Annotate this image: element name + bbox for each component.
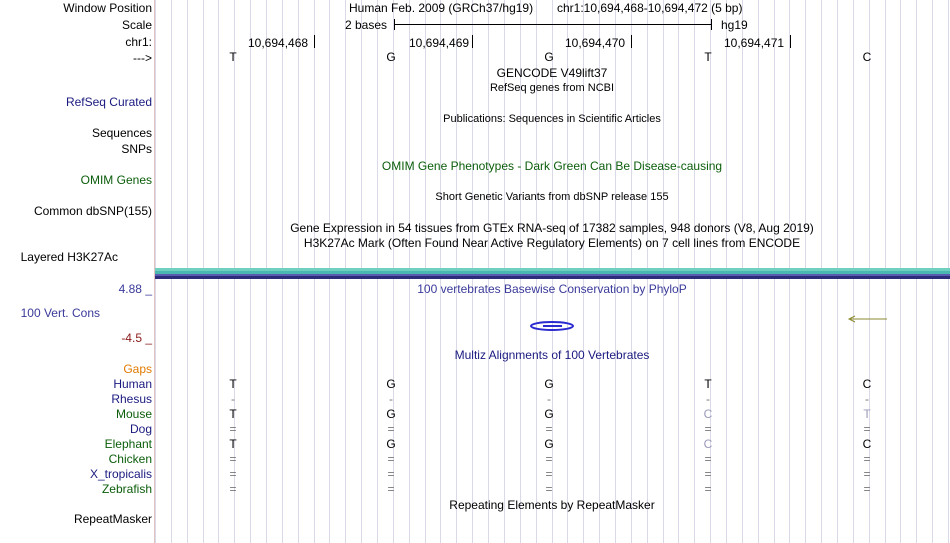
track-label-layered-h3k27ac[interactable]: Layered H3K27Ac xyxy=(20,250,118,264)
species-label-xtropicalis[interactable]: X_tropicalis xyxy=(89,467,152,481)
alignment-base-chicken: = xyxy=(229,452,237,466)
alignment-base-mouse: T xyxy=(229,407,237,421)
coord-label: 10,694,468 xyxy=(248,36,309,50)
alignment-base-human: T xyxy=(704,377,712,391)
alignment-base-chicken: = xyxy=(387,452,395,466)
alignment-base-xtrop: = xyxy=(863,467,871,481)
alignment-base-dog: = xyxy=(545,422,553,436)
h3k27ac-signal-bar xyxy=(155,276,950,279)
species-label-zebrafish[interactable]: Zebrafish xyxy=(101,482,152,496)
alignment-base-xtrop: = xyxy=(229,467,237,481)
track-title-repeatmasker: Repeating Elements by RepeatMasker xyxy=(449,498,655,512)
sequence-base: G xyxy=(386,50,396,64)
alignment-base-zebrafish: = xyxy=(704,482,712,496)
assembly-title: Human Feb. 2009 (GRCh37/hg19) xyxy=(349,1,534,15)
sequence-base: T xyxy=(704,50,712,64)
alignment-base-dog: = xyxy=(704,422,712,436)
alignment-base-zebrafish: = xyxy=(545,482,553,496)
coord-tick xyxy=(314,35,315,48)
alignment-base-zebrafish: = xyxy=(387,482,395,496)
alignment-base-mouse: G xyxy=(386,407,396,421)
alignment-base-mouse: G xyxy=(544,407,554,421)
coord-label: 10,694,470 xyxy=(565,36,626,50)
track-label-cons[interactable]: 100 Vert. Cons xyxy=(20,306,100,320)
sequence-base: G xyxy=(544,50,554,64)
species-label-mouse[interactable]: Mouse xyxy=(115,407,152,421)
alignment-base-human: C xyxy=(862,377,872,391)
alignment-base-elephant: G xyxy=(544,437,554,451)
track-title-h3k27ac: H3K27Ac Mark (Often Found Near Active Regulatory Elements) on 7 cell lines from ENCODE xyxy=(303,236,801,250)
track-title-omim-phenotypes: OMIM Gene Phenotypes - Dark Green Can Be Disease-causing xyxy=(381,159,723,173)
scale-bar-left-cap xyxy=(394,19,395,30)
track-title-phylop: 100 vertebrates Basewise Conservation by PhyloP xyxy=(417,282,687,296)
track-labels-panel xyxy=(0,0,154,543)
alignment-base-xtrop: = xyxy=(704,467,712,481)
scale-db: hg19 xyxy=(721,18,748,32)
track-title-short-variants: Short Genetic Variants from dbSNP release 155 xyxy=(435,191,669,203)
alignment-base-xtrop: = xyxy=(545,467,553,481)
position-readout: chr1:10,694,468-10,694,472 (5 bp) xyxy=(557,1,743,15)
chr-label: chr1: xyxy=(125,35,152,49)
coord-label: 10,694,471 xyxy=(724,36,785,50)
track-title-gtex: Gene Expression in 54 tissues from GTEx RNA-seq of 17382 samples, 948 donors (V8, Aug 2019) xyxy=(290,221,814,235)
alignment-base-mouse: T xyxy=(863,407,871,421)
alignment-base-chicken: = xyxy=(704,452,712,466)
alignment-base-elephant: G xyxy=(386,437,396,451)
phylop-arrow-glyph xyxy=(847,315,889,323)
scale-label: Scale xyxy=(121,18,152,32)
species-label-elephant[interactable]: Elephant xyxy=(104,437,152,451)
coord-tick xyxy=(631,35,632,48)
scale-bar-text: 2 bases xyxy=(345,18,388,32)
species-label-chicken[interactable]: Chicken xyxy=(108,452,152,466)
track-label-omim[interactable]: OMIM Genes xyxy=(80,173,152,187)
coord-tick xyxy=(472,35,473,48)
track-label-repeatmasker[interactable]: RepeatMasker xyxy=(73,512,152,526)
alignment-base-human: T xyxy=(229,377,237,391)
alignment-base-elephant: C xyxy=(862,437,872,451)
coord-tick xyxy=(790,35,791,48)
alignment-base-dog: = xyxy=(863,422,871,436)
alignment-base-human: G xyxy=(386,377,396,391)
species-label-human[interactable]: Human xyxy=(113,377,152,391)
track-label-snps[interactable]: SNPs xyxy=(121,142,152,156)
alignment-base-zebrafish: = xyxy=(229,482,237,496)
alignment-base-chicken: = xyxy=(863,452,871,466)
cons-max-label: 4.88 _ xyxy=(118,282,152,296)
track-title-multiz: Multiz Alignments of 100 Vertebrates xyxy=(454,348,650,362)
phylop-base-glyph xyxy=(529,320,575,332)
alignment-base-rhesus: - xyxy=(865,392,869,406)
coord-label: 10,694,469 xyxy=(409,36,470,50)
alignment-base-rhesus: - xyxy=(231,392,235,406)
alignment-base-xtrop: = xyxy=(387,467,395,481)
alignment-base-rhesus: - xyxy=(547,392,551,406)
cons-min-label: -4.5 _ xyxy=(121,331,152,345)
alignment-base-dog: = xyxy=(387,422,395,436)
track-title-refseq: RefSeq genes from NCBI xyxy=(489,82,615,94)
track-label-sequences[interactable]: Sequences xyxy=(91,126,152,140)
alignment-base-elephant: C xyxy=(703,437,713,451)
scale-bar xyxy=(395,24,712,25)
alignment-base-elephant: T xyxy=(229,437,237,451)
species-label-dog[interactable]: Dog xyxy=(129,422,152,436)
alignment-base-human: G xyxy=(544,377,554,391)
window-position-label: Window Position xyxy=(63,1,152,15)
track-title-publications: Publications: Sequences in Scientific Articles xyxy=(443,113,661,125)
genome-browser-image[interactable] xyxy=(155,0,950,543)
alignment-base-rhesus: - xyxy=(389,392,393,406)
track-label-gaps[interactable]: Gaps xyxy=(123,362,152,376)
alignment-base-mouse: C xyxy=(703,407,713,421)
track-title-gencode: GENCODE V49lift37 xyxy=(496,66,608,80)
track-label-refseq[interactable]: RefSeq Curated xyxy=(65,95,152,109)
strand-label: ---> xyxy=(133,51,152,65)
alignment-base-rhesus: - xyxy=(706,392,710,406)
alignment-base-dog: = xyxy=(229,422,237,436)
sequence-base: C xyxy=(862,50,872,64)
sequence-base: T xyxy=(229,50,237,64)
alignment-base-chicken: = xyxy=(545,452,553,466)
alignment-base-zebrafish: = xyxy=(863,482,871,496)
track-label-common-dbsnp[interactable]: Common dbSNP(155) xyxy=(33,204,152,218)
scale-bar-right-cap xyxy=(711,19,712,30)
species-label-rhesus[interactable]: Rhesus xyxy=(111,392,152,406)
